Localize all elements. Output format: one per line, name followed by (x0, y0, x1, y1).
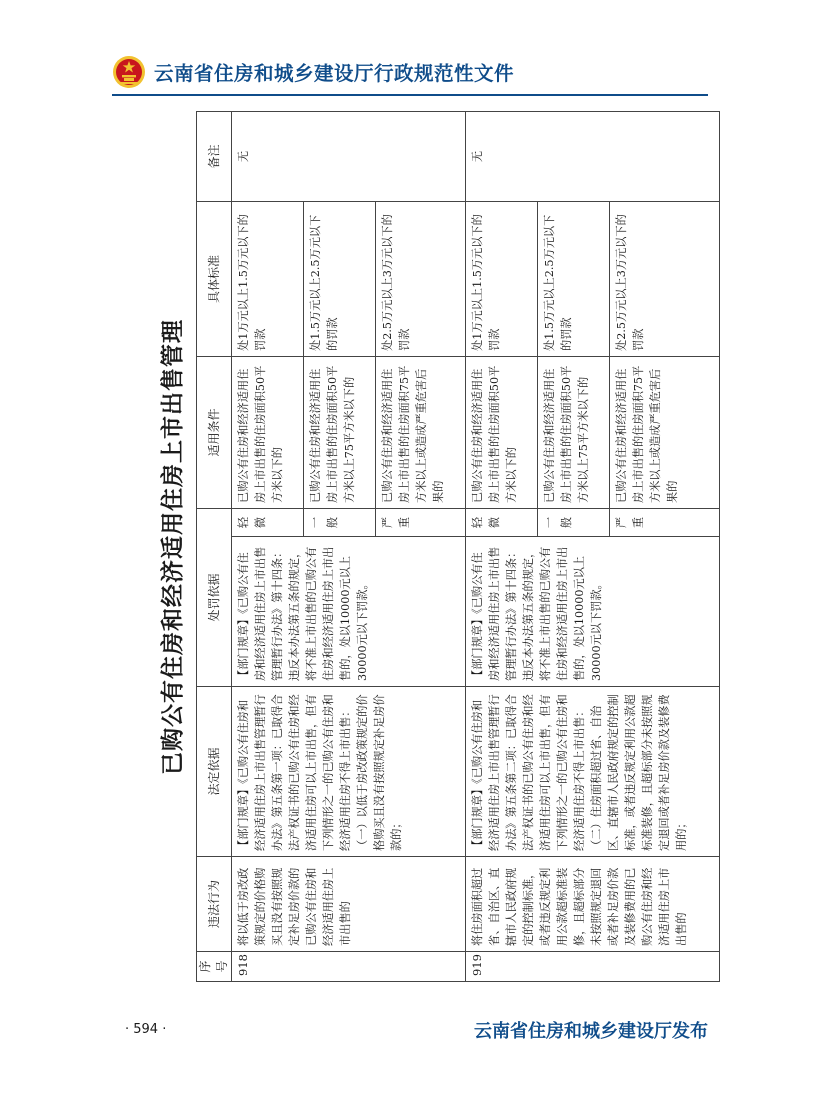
condition-cell: 已购公有住房和经济适用住房上市出售的住房面积50平方米以下的 (466, 356, 538, 508)
standard-cell: 处1.5万元以上2.5万元以下的罚款 (538, 201, 610, 356)
violation-cell: 将住房面积超过省、自治区、直辖市人民政府规定的控制标准，或者违反规定利用公款超标准装修，且超标部分未按照规定退回或者补足房价款及装修费用的已购公有住房和经济适用住房上市出售的 (466, 857, 720, 952)
condition-cell: 已购公有住房和经济适用住房上市出售的住房面积50平方米以下的 (232, 356, 304, 508)
standard-cell: 处1万元以上1.5万元以下的罚款 (466, 201, 538, 356)
table-row (466, 111, 538, 981)
remark-cell: 无 (466, 111, 720, 201)
standard-cell: 处1万元以上1.5万元以下的罚款 (232, 201, 304, 356)
header-penalty-basis: 处罚依据 (197, 508, 232, 686)
violation-cell: 将以低于房改政策规定的价格购买且没有按照规定补足房价款的已购公有住房和经济适用住房上市出售的 (232, 857, 466, 952)
header-condition: 适用条件 (197, 356, 232, 508)
level-cell: 严重 (376, 508, 466, 536)
header-number: 序号 (197, 952, 232, 982)
table-header-row (197, 111, 232, 981)
remark-cell: 无 (232, 111, 466, 201)
legal-basis-cell: 【部门规章】《已购公有住房和经济适用住房上市出售管理暂行办法》第五条第一项：已取得合法产权证书的已购公有住房和经济适用住房可以上市出售，但有下列情形之一的已购公有住房和经济适用住房不得上市出售：（一）以低于房改政策规定的价格购买且没有按照规定补足房价款的； (232, 687, 466, 857)
standard-cell: 处1.5万元以上2.5万元以下的罚款 (304, 201, 376, 356)
header-divider (112, 94, 708, 96)
header-title: 云南省住房和城乡建设厅行政规范性文件 (154, 62, 515, 85)
page-number: · 594 · (125, 1022, 167, 1037)
header-standard: 具体标准 (197, 201, 232, 356)
page-header (112, 54, 514, 90)
level-cell: 一般 (538, 508, 610, 536)
condition-cell: 已购公有住房和经济适用住房上市出售的住房面积75平方米以上或造成严重危害后果的 (610, 356, 720, 508)
national-emblem-icon (112, 55, 146, 89)
document-title: 已购公有住房和经济适用住房上市出售管理 (159, 319, 186, 775)
condition-cell: 已购公有住房和经济适用住房上市出售的住房面积50平方米以上75平方米以下的 (538, 356, 610, 508)
header-remark: 备注 (197, 111, 232, 201)
condition-cell: 已购公有住房和经济适用住房上市出售的住房面积75平方米以上或造成严重危害后果的 (376, 356, 466, 508)
level-cell: 轻微 (232, 508, 304, 536)
header-legal-basis: 法定依据 (197, 687, 232, 857)
standard-cell: 处2.5万元以上3万元以下的罚款 (610, 201, 720, 356)
level-cell: 轻微 (466, 508, 538, 536)
row-number: 919 (466, 952, 720, 982)
row-number: 918 (232, 952, 466, 982)
table-row (232, 111, 304, 981)
condition-cell: 已购公有住房和经济适用住房上市出售的住房面积50平方米以上75平方米以下的 (304, 356, 376, 508)
legal-basis-cell: 【部门规章】《已购公有住房和经济适用住房上市出售管理暂行办法》第五条第二项：已取得合法产权证书的已购公有住房和经济适用住房可以上市出售，但有下列情形之一的已购公有住房和经济适用住房不得上市出售：（二）住房面积超过省、自治区、直辖市人民政府规定的控制标准，或者违反规定利用公款超标准装修，且超标部分未按照规定退回或者补足房价款及装修费用的； (466, 687, 720, 857)
rotated-content (144, 112, 714, 982)
level-cell: 严重 (610, 508, 720, 536)
penalty-basis-cell: 【部门规章】《已购公有住房和经济适用住房上市出售管理暂行办法》第十四条：违反本办法第五条的规定，将不准上市出售的已购公有住房和经济适用住房上市出售的，处以10000元以上30000元以下罚款。 (466, 537, 720, 687)
penalty-basis-cell: 【部门规章】《已购公有住房和经济适用住房上市出售管理暂行办法》第十四条：违反本办法第五条的规定，将不准上市出售的已购公有住房和经济适用住房上市出售的，处以10000元以上30000元以下罚款。 (232, 537, 466, 687)
header-violation: 违法行为 (197, 857, 232, 952)
level-cell: 一般 (304, 508, 376, 536)
penalty-table (196, 111, 720, 982)
standard-cell: 处2.5万元以上3万元以下的罚款 (376, 201, 466, 356)
publisher-name: 云南省住房和城乡建设厅发布 (474, 1021, 708, 1042)
